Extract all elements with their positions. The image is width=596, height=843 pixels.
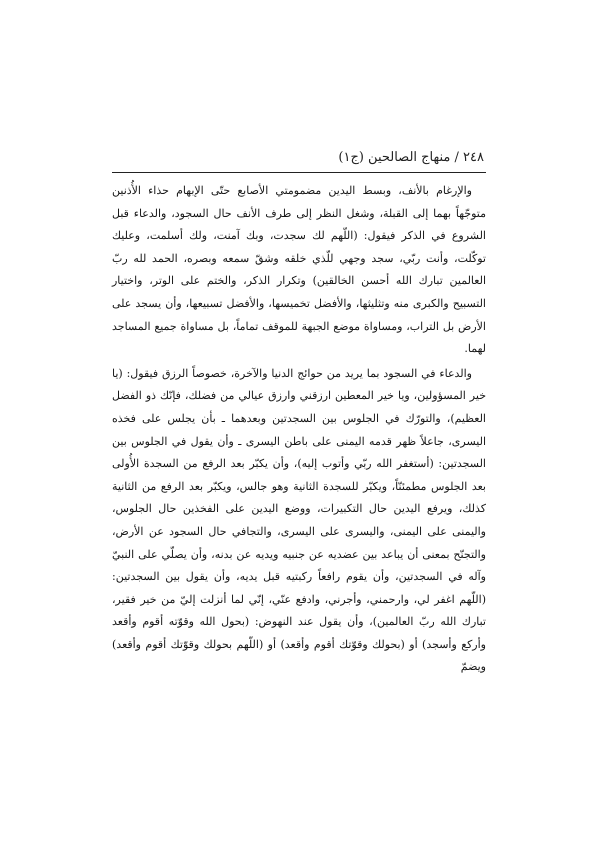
running-header: ٢٤٨ / منهاج الصالحين (ج١): [338, 150, 484, 165]
header-divider: [112, 172, 486, 173]
paragraph-2: والدعاء في السجود بما يريد من حوائج الدنيا والآخرة، خصوصاً الرزق فيقول: (يا خير المسؤولين، ويا خير المعطين ارزقني وارزق عيالي من فضلك، فإنّك ذو الفضل العظيم)، والتورّك في الجلوس بين السجدتين وبعدهما ـ بأن يجلس على فخذه اليسرى، جاعلاً ظهر قدمه اليمنى على باطن اليسرى ـ وأن يقول في الجلوس بين السجدتين: (أستغفر الله ربّي وأتوب إليه)، وأن يكبّر بعد الرفع من السجدة الأُولى بعد الجلوس مطمئنّاً، ويكبّر للسجدة الثانية وهو جالس، ويكبّر بعد الرفع من الثانية كذلك، ويرفع اليدين حال التكبيرات، ووضع اليدين على الفخذين حال الجلوس، واليمنى على اليمنى، واليسرى على اليسرى، والتجافي حال السجود عن الأرض، والتجنّح بمعنى أن يباعد بين عضديه عن جنبيه ويديه عن بدنه، وأن يصلّي على النبيّ وآله في السجدتين، وأن يقوم رافعاً ركبتيه قبل يديه، وأن يقول بين السجدتين: (اللّهم اغفر لي، وارحمني، وأجرني، وادفع عنّي، إنّي لما أنزلت إليّ من خير فقير، تبارك الله ربّ العالمين)، وأن يقول عند النهوض: (بحول الله وقوّته أقوم وأقعد وأركع وأسجد) أو (بحولك وقوّتك أقوم وأقعد) أو (اللّهم بحولك وقوّتك أقوم وأقعد) ويضمّ: [112, 366, 486, 674]
page-body: [112, 180, 486, 679]
paragraph-1: والإرغام بالأنف، وبسط اليدين مضمومتي الأصابع حتّى الإبهام حذاء الأُذنين متوجّهاً بهما إلى القبلة، وشغل النظر إلى طرف الأنف حال السجود، والدعاء قبل الشروع في الذكر فيقول: (اللّهم لك سجدت، وبك آمنت، ولك أسلمت، وعليك توكّلت، وأنت ربّي، سجد وجهي للّذي خلقه وشقّ سمعه وبصره، الحمد لله ربّ العالمين تبارك الله أحسن الخالقين) وتكرار الذكر، والختم على الوتر، واختيار التسبيح والكبرى منه وتثليثها، والأفضل تخميسها، والأفضل تسبيعها، وأن يسجد على الأرض بل التراب، ومساواة موضع الجبهة للموقف تماماً، بل مساواة جميع المساجد لهما.: [112, 184, 486, 356]
